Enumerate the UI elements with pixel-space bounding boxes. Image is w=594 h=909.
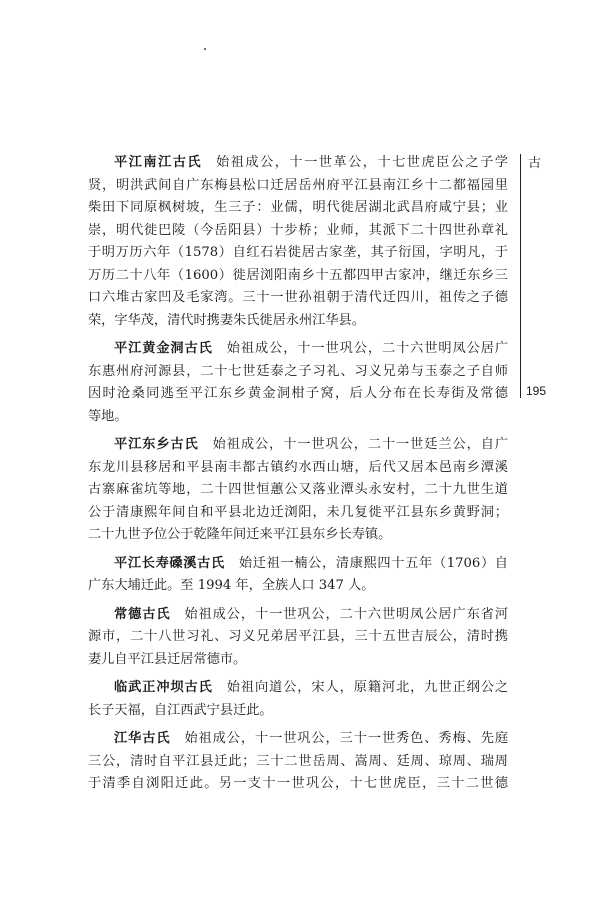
clan-entry-jianghua [88,728,508,796]
text-line: 始迁祖一楠公，清康熙四十五年（1706）自 [238,555,508,571]
text-line: 始祖成公，十一世革公，十七世虎臣公之子学 [216,155,508,170]
clan-entry-pingjiang-huangjindong [88,338,508,428]
clan-entry-changshou-sangxi [88,553,508,598]
text-line: 贤，明洪武间自广东梅县松口迁居岳州府平江县南江乡十二都福园里 [88,177,508,193]
text-line: 东惠州府河源县，二十七世廷泰之子习礼、习义兄弟与玉泰之子自师 [88,363,508,379]
text-line: 因时沧桑同逃至平江东乡黄金洞柑子窝，后人分布在长寿街及常德 [88,386,508,401]
clan-name: 平江东乡古氏 [114,437,199,452]
text-line: 万历二十八年（1600）徙居浏阳南乡十五都四甲古家冲，继迁东乡三 [88,267,508,283]
clan-name: 常德古氏 [114,606,171,622]
page-number: 195 [526,384,547,398]
text-line: 始祖成公，十一世巩公，二十六世明凤公居广东省河 [184,606,508,622]
text-line: 口六堆古家凹及毛家湾。三十一世孙祖朝于清代迁四川，祖传之子德 [88,290,508,305]
clan-entry-linwu-zhengchongba [88,677,508,722]
text-line: 源市，二十八世习礼、习义兄弟居平江县，三十五世吉辰公，清时携 [88,629,508,644]
clan-name: 临武正冲坝古氏 [114,680,213,695]
text-line: 妻儿自平江县迁居常德市。 [88,651,247,667]
text-line: 古寨麻雀坑等地，二十四世恒蕙公又落业潭头永安村，二十九世生道 [88,482,508,497]
clan-name: 江华古氏 [114,731,171,746]
text-line: 始祖成公，十一世巩公，三十一世秀色、秀梅、先庭 [184,731,508,746]
clan-name: 平江长寿磉溪古氏 [114,555,225,571]
clan-entry-pingjiang-dongxiang [88,434,508,547]
margin-rule [520,154,521,398]
section-tab-label: 古 [528,156,542,171]
clan-entry-changde [88,604,508,672]
text-line: 荣，字华茂，清代时携妻朱氏徙居永州江华县。 [88,312,365,328]
text-line: 长子天福，自江西武宁县迁此。 [88,702,273,718]
text-line: 柴田下同原枫树坡，生三子：业儒，明代徙居湖北武昌府咸宁县；业 [88,200,508,215]
text-line: 等地。 [88,408,128,424]
clan-name: 平江黄金洞古氏 [114,341,213,356]
clan-entry-pingjiang-nanjiang [88,152,508,332]
text-line: 始祖成公，十一世巩公，二十六世明凤公居广 [226,341,508,356]
clan-name: 平江南江古氏 [114,155,203,170]
text-line: 崇，明代徙巴陵（今岳阳县）十步桥；业师，其派下二十四世孙章礼 [88,222,508,238]
body-text [88,152,508,802]
text-line: 始祖向道公，宋人，原籍河北，九世正纲公之 [226,680,508,695]
text-line: 东龙川县移居和平县南丰都古镇约水西山塘，后代又居本邑南乡潭溪 [88,459,508,475]
text-line: 于清季自浏阳迁此。另一支十一世巩公，十七世虎臣，三十二世德 [88,776,508,791]
text-line: 于明万历六年（1578）自红石岩徙居古家垄，其子衍国，字明凡，于 [88,245,508,260]
text-line: 广东大埔迁此。至 1994 年，全族人口 347 人。 [88,578,375,593]
text-line: 二十九世予位公于乾隆年间迁来平江县东乡长寿镇。 [88,527,392,542]
ink-speck [204,48,206,50]
text-line: 始祖成公，十一世巩公，二十一世廷兰公，自广 [212,437,508,452]
text-line: 公于清康熙年间自和平县北边迁浏阳，未几复徙平江县东乡黄野洞； [88,504,508,520]
text-line: 三公，清时自平江县迁此；三十二世岳周、嵩周、廷周、琼周、瑞周 [88,753,508,769]
